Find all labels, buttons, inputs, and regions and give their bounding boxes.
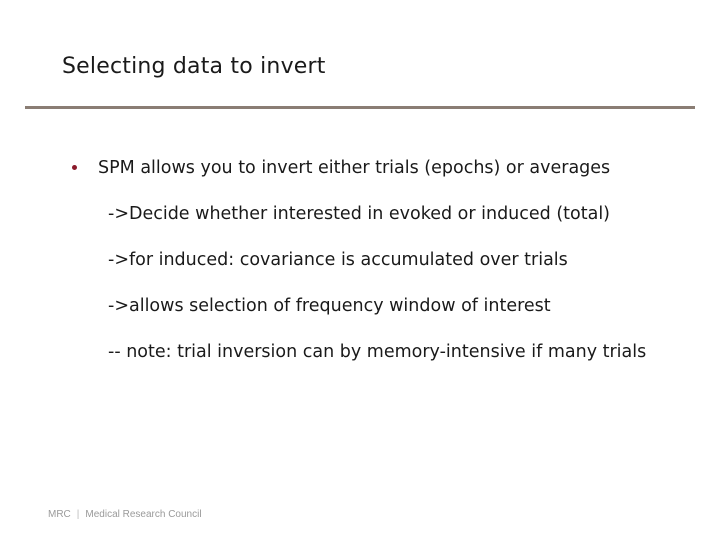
bullet-text: SPM allows you to invert either trials (epochs) or averages [98, 158, 611, 178]
bullet-item [72, 155, 672, 181]
sub-item-evoked-induced: ->Decide whether interested in evoked or induced (total) [108, 204, 611, 224]
footer-logo [48, 509, 202, 520]
title-divider [25, 106, 695, 109]
sub-item-covariance: ->for induced: covariance is accumulated over trials [108, 250, 568, 270]
logo-separator: | [76, 509, 80, 520]
logo-abbrev: MRC [48, 509, 71, 520]
bullet-icon [72, 165, 77, 170]
sub-item-frequency-window: ->allows selection of frequency window of interest [108, 296, 551, 316]
slide-content [72, 155, 672, 365]
logo-text: Medical Research Council [85, 509, 202, 520]
slide-title: Selecting data to invert [62, 54, 326, 79]
sub-item-memory-note: -- note: trial inversion can by memory-intensive if many trials [108, 342, 647, 362]
